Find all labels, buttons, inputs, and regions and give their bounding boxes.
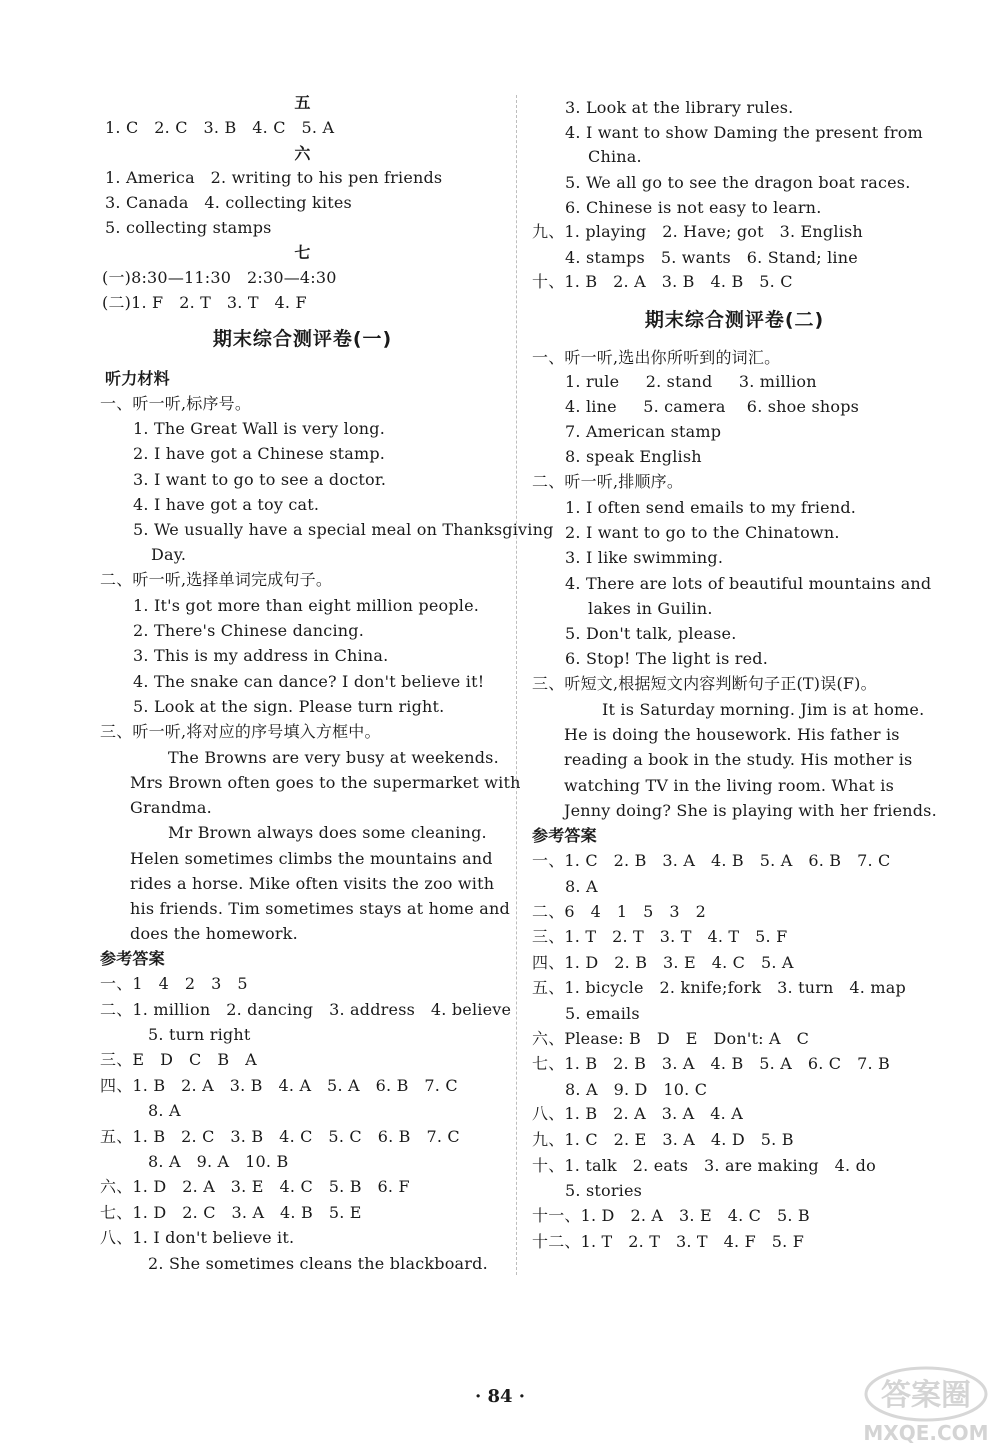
text-line: 七 bbox=[294, 243, 311, 262]
text-line: 1. America 2. writing to his pen friends bbox=[105, 168, 443, 187]
text-line: 1. It's got more than eight million people. bbox=[133, 596, 480, 615]
text-line: 2. I have got a Chinese stamp. bbox=[133, 444, 386, 463]
column-divider bbox=[516, 95, 517, 1275]
text-line: 二、听一听,排顺序。 bbox=[532, 472, 684, 491]
text-line: 4. line 5. camera 6. shoe shops bbox=[565, 397, 860, 416]
text-line: 8. A 9. D 10. C bbox=[565, 1080, 708, 1099]
text-line: 八、1. I don't believe it. bbox=[100, 1228, 295, 1247]
text-line: 1. rule 2. stand 3. million bbox=[565, 372, 817, 391]
text-line: Mr Brown always does some cleaning. bbox=[168, 823, 487, 842]
text-line: 5. collecting stamps bbox=[105, 218, 272, 237]
text-line: 1. The Great Wall is very long. bbox=[133, 419, 386, 438]
text-line: 三、1. T 2. T 3. T 4. T 5. F bbox=[532, 927, 788, 946]
text-line: 四、1. D 2. B 3. E 4. C 5. A bbox=[532, 953, 794, 972]
text-line: Jenny doing? She is playing with her friends. bbox=[564, 801, 937, 820]
text-line: 一、1 4 2 3 5 bbox=[100, 974, 248, 993]
text-line: Day. bbox=[151, 545, 187, 564]
text-line: rides a horse. Mike often visits the zoo with bbox=[130, 874, 495, 893]
text-line: 五、1. B 2. C 3. B 4. C 5. C 6. B 7. C bbox=[100, 1127, 460, 1146]
text-line: 3. I like swimming. bbox=[565, 548, 724, 567]
text-line: 3. This is my address in China. bbox=[133, 646, 389, 665]
text-line: 一、听一听,选出你所听到的词汇。 bbox=[532, 348, 781, 367]
text-line: 6. Stop! The light is red. bbox=[565, 649, 769, 668]
section-title: 期末综合测评卷(二) bbox=[644, 309, 825, 331]
text-line: 三、E D C B A bbox=[100, 1050, 257, 1069]
text-line: 7. American stamp bbox=[565, 422, 722, 441]
section-heading: 参考答案 bbox=[532, 826, 597, 845]
text-line: 2. I want to go to the Chinatown. bbox=[565, 523, 840, 542]
text-line: 4. stamps 5. wants 6. Stand; line bbox=[565, 248, 858, 267]
text-line: 十、1. talk 2. eats 3. are making 4. do bbox=[532, 1156, 876, 1175]
text-line: 四、1. B 2. A 3. B 4. A 5. A 6. B 7. C bbox=[100, 1076, 458, 1095]
watermark-logo bbox=[862, 1360, 990, 1446]
text-line: 5. turn right bbox=[148, 1025, 251, 1044]
text-line: 七、1. B 2. B 3. A 4. B 5. A 6. C 7. B bbox=[532, 1054, 890, 1073]
text-line: 十一、1. D 2. A 3. E 4. C 5. B bbox=[532, 1206, 810, 1225]
section-heading: 参考答案 bbox=[100, 949, 165, 968]
text-line: 九、1. playing 2. Have; got 3. English bbox=[532, 222, 863, 241]
text-line: 5. Don't talk, please. bbox=[565, 624, 737, 643]
text-line: (二)1. F 2. T 3. T 4. F bbox=[102, 293, 307, 312]
text-line: 三、听一听,将对应的序号填入方框中。 bbox=[100, 722, 381, 741]
text-line: 3. I want to go to see a doctor. bbox=[133, 470, 387, 489]
text-line: 二、6 4 1 5 3 2 bbox=[532, 902, 706, 921]
text-line: 三、听短文,根据短文内容判断句子正(T)误(F)。 bbox=[532, 674, 877, 693]
text-line: 八、1. B 2. A 3. A 4. A bbox=[532, 1104, 744, 1123]
text-line: does the homework. bbox=[130, 924, 298, 943]
text-line: 十、1. B 2. A 3. B 4. B 5. C bbox=[532, 272, 793, 291]
text-line: 二、听一听,选择单词完成句子。 bbox=[100, 570, 333, 589]
text-line: 九、1. C 2. E 3. A 4. D 5. B bbox=[532, 1130, 794, 1149]
text-line: 6. Chinese is not easy to learn. bbox=[565, 198, 822, 217]
text-line: 5. emails bbox=[565, 1004, 640, 1023]
text-line: 五、1. bicycle 2. knife;fork 3. turn 4. map bbox=[532, 978, 906, 997]
text-line: 4. There are lots of beautiful mountains and bbox=[565, 574, 932, 593]
text-line: 5. stories bbox=[565, 1181, 643, 1200]
text-line: 六 bbox=[294, 144, 311, 163]
text-line: 3. Canada 4. collecting kites bbox=[105, 193, 352, 212]
section-heading: 听力材料 bbox=[105, 369, 170, 388]
text-line: 8. A bbox=[565, 877, 598, 896]
text-line: 1. C 2. C 3. B 4. C 5. A bbox=[105, 118, 335, 137]
text-line: 六、Please: B D E Don't: A C bbox=[532, 1029, 810, 1048]
text-line: 1. I often send emails to my friend. bbox=[565, 498, 857, 517]
text-line: 8. A bbox=[148, 1101, 181, 1120]
text-line: 七、1. D 2. C 3. A 4. B 5. E bbox=[100, 1203, 362, 1222]
text-line: Grandma. bbox=[130, 798, 212, 817]
text-line: 8. A 9. A 10. B bbox=[148, 1152, 289, 1171]
text-line: 五 bbox=[294, 93, 311, 112]
text-line: 一、1. C 2. B 3. A 4. B 5. A 6. B 7. C bbox=[532, 851, 891, 870]
text-line: (一)8:30—11:30 2:30—4:30 bbox=[102, 268, 337, 287]
text-line: 六、1. D 2. A 3. E 4. C 5. B 6. F bbox=[100, 1177, 410, 1196]
section-title: 期末综合测评卷(一) bbox=[212, 328, 393, 350]
text-line: Mrs Brown often goes to the supermarket with bbox=[130, 773, 521, 792]
text-line: 5. Look at the sign. Please turn right. bbox=[133, 697, 445, 716]
watermark-graphic bbox=[862, 1360, 990, 1446]
text-line: 二、1. million 2. dancing 3. address 4. believe bbox=[100, 1000, 512, 1019]
text-line: China. bbox=[588, 147, 642, 166]
text-line: The Browns are very busy at weekends. bbox=[168, 748, 499, 767]
text-line: 4. I have got a toy cat. bbox=[133, 495, 320, 514]
text-line: watching TV in the living room. What is bbox=[564, 776, 895, 795]
text-line: It is Saturday morning. Jim is at home. bbox=[602, 700, 925, 719]
text-line: 一、听一听,标序号。 bbox=[100, 394, 252, 413]
text-line: reading a book in the study. His mother is bbox=[564, 750, 913, 769]
text-line: 3. Look at the library rules. bbox=[565, 98, 794, 117]
text-line: 8. speak English bbox=[565, 447, 702, 466]
page-number: · 84 · bbox=[474, 1386, 526, 1407]
text-line: 5. We all go to see the dragon boat races. bbox=[565, 173, 911, 192]
watermark-bottom-text: MXQE.COM bbox=[863, 1421, 989, 1445]
text-line: 2. She sometimes cleans the blackboard. bbox=[148, 1254, 488, 1273]
watermark-top-text: 答案圈 bbox=[881, 1378, 971, 1413]
text-line: Helen sometimes climbs the mountains and bbox=[130, 849, 493, 868]
text-line: his friends. Tim sometimes stays at home and bbox=[130, 899, 510, 918]
text-line: 4. The snake can dance? I don't believe it! bbox=[133, 672, 485, 691]
text-line: 2. There's Chinese dancing. bbox=[133, 621, 365, 640]
text-line: 5. We usually have a special meal on Thanksgiving bbox=[133, 520, 554, 539]
text-line: 十二、1. T 2. T 3. T 4. F 5. F bbox=[532, 1232, 805, 1251]
text-line: He is doing the housework. His father is bbox=[564, 725, 900, 744]
text-line: lakes in Guilin. bbox=[588, 599, 713, 618]
text-line: 4. I want to show Daming the present from bbox=[565, 123, 923, 142]
